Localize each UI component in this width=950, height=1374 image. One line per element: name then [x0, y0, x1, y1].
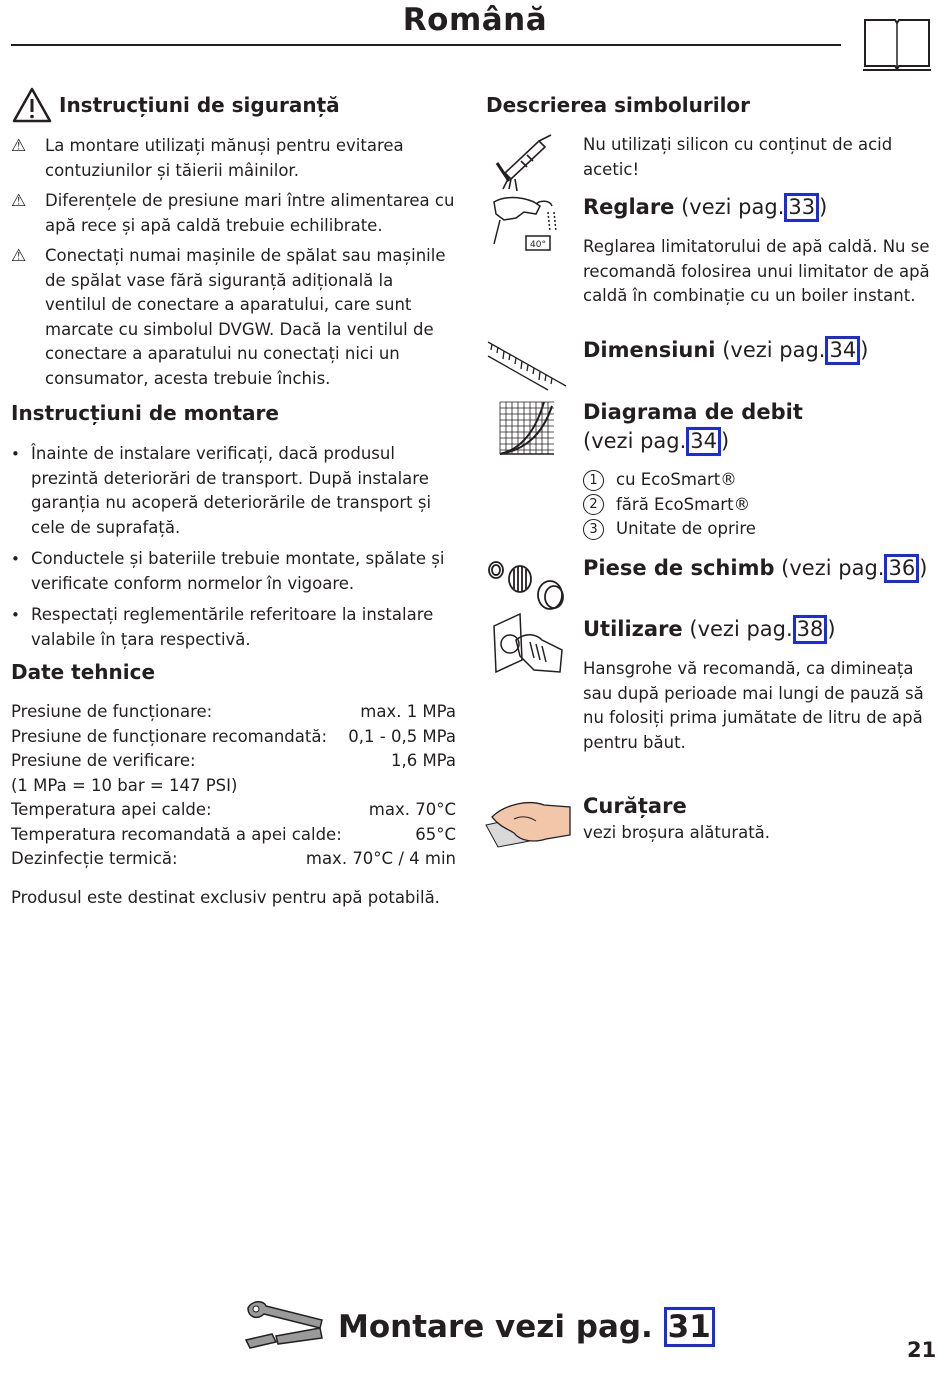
header-rule: [11, 44, 841, 46]
page-ref-close: ): [919, 556, 928, 580]
page-link-38[interactable]: 38: [793, 615, 828, 644]
tech-value: max. 70°C: [368, 800, 456, 819]
warning-icon: ⚠: [11, 246, 27, 266]
thermo-display-text: 40°: [530, 240, 546, 250]
page-link-34[interactable]: 34: [825, 336, 860, 365]
page-ref-text: (vezi pag.: [722, 338, 826, 362]
silicone-warning: Nu utilizați silicon cu conținut de acid acetic!: [583, 135, 893, 179]
flow-diagram-icon: [498, 400, 556, 456]
safety-item: [11, 189, 456, 238]
safety-item-text: La montare utilizați mănuși pentru evitarea contuziunilor și tăierii mâinilor.: [45, 136, 404, 180]
safety-heading: Instrucțiuni de siguranță: [59, 93, 340, 117]
montage-heading: Instrucțiuni de montare: [11, 401, 279, 425]
table-row: [11, 823, 456, 848]
table-row: [11, 847, 456, 872]
page-ref-text: (vezi pag.: [689, 617, 793, 641]
footer-montare: [338, 1307, 715, 1347]
curatare-text: vezi broșura alăturată.: [583, 823, 771, 842]
utilizare-title: [583, 615, 836, 644]
diagrama-list: [583, 468, 756, 542]
warning-icon: ⚠: [11, 191, 27, 211]
tech-value: 65°C: [415, 824, 456, 844]
dimensiuni-title: [583, 336, 868, 365]
tech-table: [11, 700, 456, 872]
warning-icon: [12, 87, 52, 123]
tech-label: Presiune de funcționare:: [11, 702, 213, 721]
list-item: [583, 517, 756, 542]
tech-note: Produsul este destinat exclusiv pentru apă potabilă.: [11, 888, 440, 907]
list-item-text: cu EcoSmart®: [616, 470, 737, 489]
silicone-gun-icon: [495, 133, 559, 193]
tech-label: Temperatura apei calde:: [11, 800, 212, 819]
bullet-icon: •: [11, 550, 20, 568]
piese-title-text: Piese de schimb: [583, 556, 775, 580]
reglare-title-text: Reglare: [583, 195, 675, 219]
list-item: [583, 493, 756, 518]
utilizare-title-text: Utilizare: [583, 617, 683, 641]
reglare-title: [583, 193, 827, 222]
usage-knob-icon: [490, 612, 566, 676]
safety-list: [11, 134, 456, 391]
table-row: [11, 798, 456, 823]
tech-label: Temperatura recomandată a apei calde:: [11, 824, 342, 844]
page-ref-close: ): [721, 429, 730, 453]
list-item-text: fără EcoSmart®: [616, 494, 751, 514]
tech-value: max. 70°C / 4 min: [305, 849, 456, 868]
warning-icon: ⚠: [11, 136, 27, 156]
page-title: Română: [402, 2, 548, 38]
number-badge: 3: [583, 519, 604, 540]
symbols-heading: Descrierea simbolurilor: [486, 93, 751, 117]
safety-item: [11, 244, 456, 391]
page-ref-text: (vezi pag.: [681, 195, 785, 219]
temperature-setting-icon: [490, 192, 564, 252]
diagrama-title-text: Diagrama de debit: [583, 400, 803, 424]
tech-label: Presiune de verificare:: [11, 751, 196, 770]
safety-item-text: Diferențele de presiune mari între alimentarea cu apă rece și apă caldă trebuie echilibrate.: [45, 191, 455, 235]
page-link-31[interactable]: 31: [664, 1307, 715, 1347]
number-badge: 1: [583, 470, 604, 491]
tech-value: max. 1 MPa: [360, 702, 456, 721]
cleaning-hand-icon: [484, 795, 574, 851]
list-item: [11, 442, 456, 540]
diagrama-title: [583, 398, 833, 456]
page-link-34[interactable]: 34: [686, 427, 721, 456]
bullet-icon: •: [11, 606, 20, 624]
list-item-text: Unitate de oprire: [616, 519, 756, 538]
list-item-text: Înainte de instalare verificați, dacă produsul prezintă deteriorări de transport. După instalare garanția nu acoperă deteriorările de transport și cele de suprafață.: [31, 444, 432, 537]
dimensiuni-title-text: Dimensiuni: [583, 338, 716, 362]
page-link-36[interactable]: 36: [884, 554, 919, 583]
piese-title: [583, 554, 927, 583]
safety-item-text: Conectați numai mașinile de spălat sau mașinile de spălat vase fără siguranță adițională la ventilul de conectare a aparatului, care sunt marcate cu simbolul DVGW. Dacă la ventilul de conectare a aparatului nu conectați nici un consumator, acesta trebuie închis.: [45, 246, 446, 388]
page-number: 21: [907, 1338, 937, 1362]
reglare-text: Reglarea limitatorului de apă caldă. Nu se recomandă folosirea unui limitator de apă caldă în combinație cu un boiler instant.: [583, 237, 930, 305]
tech-heading: Date tehnice: [11, 660, 156, 684]
list-item-text: Respectați reglementările referitoare la instalare valabile în țara respectivă.: [31, 605, 434, 649]
number-badge: 2: [583, 494, 604, 515]
table-row: [11, 749, 456, 774]
montage-list: [11, 442, 456, 659]
bullet-icon: •: [11, 445, 20, 463]
page-link-33[interactable]: 33: [784, 193, 819, 222]
utilizare-text: Hansgrohe vă recomandă, ca dimineața sau după perioade mai lungi de pauză să nu folosiți prima jumătate de litru de apă pentru băut.: [583, 659, 924, 752]
curatare-title-text: Curățare: [583, 794, 687, 818]
tools-icon: [242, 1298, 326, 1356]
footer-montare-text: Montare vezi pag.: [338, 1309, 653, 1345]
list-item: [583, 468, 756, 493]
page-ref-close: ): [827, 617, 836, 641]
tech-label: Dezinfecție termică:: [11, 849, 178, 868]
spare-parts-icon: [486, 555, 570, 613]
tech-value: 1,6 MPa: [390, 751, 456, 770]
table-row: [11, 774, 456, 799]
open-book-icon: [862, 16, 932, 72]
tech-label: (1 MPa = 10 bar = 147 PSI): [11, 775, 238, 795]
page-ref-close: ): [819, 195, 828, 219]
list-item-text: Conductele și bateriile trebuie montate, spălate și verificate conform normelor în vigoare.: [31, 549, 445, 593]
page-ref-text: (vezi pag.: [781, 556, 885, 580]
ruler-icon: [486, 340, 568, 390]
tech-value: 0,1 - 0,5 MPa: [348, 726, 456, 746]
page-ref-text: (vezi pag.: [583, 429, 687, 453]
list-item: [11, 603, 456, 652]
curatare-title: [583, 794, 687, 818]
list-item: [11, 547, 456, 596]
tech-label: Presiune de funcționare recomandată:: [11, 726, 328, 746]
table-row: [11, 725, 456, 750]
table-row: [11, 700, 456, 725]
safety-item: [11, 134, 456, 183]
page-ref-close: ): [860, 338, 869, 362]
